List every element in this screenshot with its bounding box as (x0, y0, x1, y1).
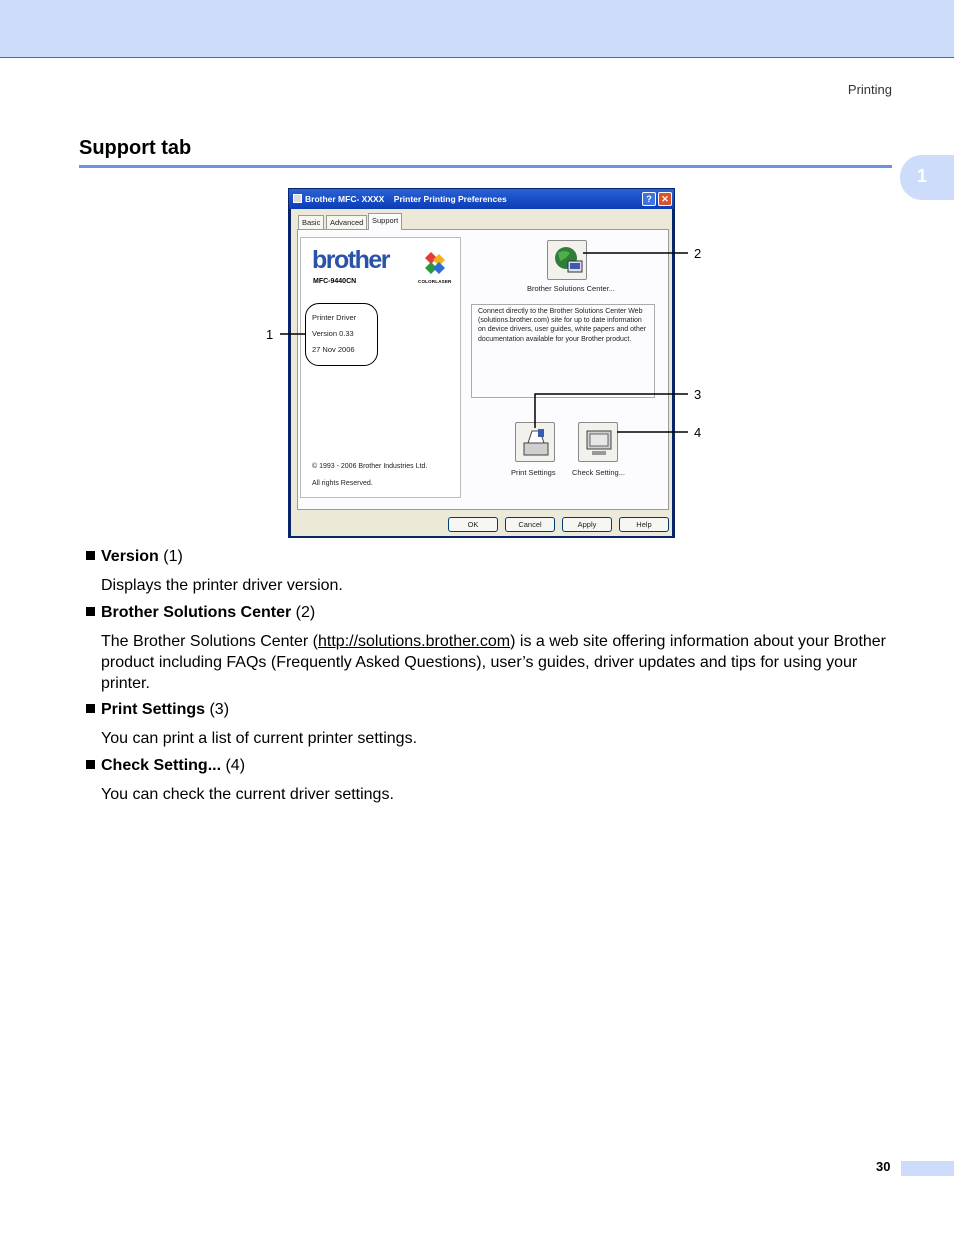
callout-4: 4 (694, 425, 702, 440)
rights-text: All rights Reserved. (312, 480, 373, 487)
item-title: Brother Solutions Center (101, 604, 292, 621)
item-print-settings (86, 701, 229, 719)
apply-button[interactable]: Apply (562, 517, 612, 532)
item-number: (3) (205, 701, 230, 718)
item-description (101, 631, 901, 694)
section-title: Support tab (79, 137, 192, 159)
tab-advanced[interactable]: Advanced (326, 215, 367, 229)
check-setting-label: Check Setting... (572, 468, 625, 477)
item-version (86, 548, 183, 566)
item-check-setting (86, 757, 245, 775)
dialog-title: Brother MFC- XXXX Printer Printing Preferences (305, 194, 507, 204)
driver-version: Version 0.33 (312, 329, 354, 338)
page-number: 30 (876, 1159, 891, 1174)
description-text: ) is a web site offering information about your Brother product including FAQs (Frequently Asked Questions), user’s guides, driver updates and tips for using your printer. (101, 633, 887, 692)
item-title: Version (101, 548, 159, 565)
cancel-button[interactable]: Cancel (505, 517, 555, 532)
bullet-square-icon (86, 760, 95, 769)
model-name: MFC-9440CN (313, 278, 357, 285)
help-icon[interactable]: ? (642, 192, 656, 206)
driver-label: Printer Driver (312, 313, 357, 322)
print-settings-label: Print Settings (511, 468, 556, 477)
solutions-description: Connect directly to the Brother Solutions Center Web (solutions.brother.com) site for up to date information on device drivers, user guides, white papers and other documentation available for your Brother product. (471, 304, 655, 398)
item-number: (4) (221, 757, 246, 774)
callout-2: 2 (694, 246, 702, 261)
running-title: Printing (847, 82, 892, 97)
help-button[interactable]: Help (619, 517, 669, 532)
tab-basic[interactable]: Basic (298, 215, 324, 229)
bullet-square-icon (86, 551, 95, 560)
solutions-link[interactable]: http://solutions.brother.com (318, 633, 511, 650)
item-description: Displays the printer driver version. (101, 577, 343, 594)
callout-lines (0, 0, 954, 560)
ok-button[interactable]: OK (448, 517, 498, 532)
tab-support[interactable]: Support (368, 213, 402, 230)
description-text: The Brother Solutions Center ( (101, 633, 318, 650)
bullet-square-icon (86, 704, 95, 713)
item-description: You can print a list of current printer settings. (101, 730, 418, 747)
page-number-bar (901, 1161, 954, 1176)
close-icon[interactable]: ✕ (658, 192, 672, 206)
item-description: You can check the current driver settings. (101, 786, 394, 803)
callout-1: 1 (266, 327, 274, 342)
item-solutions-center (86, 604, 315, 622)
version-callout-outline (305, 303, 378, 366)
item-number: (2) (291, 604, 316, 621)
callout-3: 3 (694, 387, 702, 402)
chapter-number: 1 (917, 166, 928, 186)
bullet-square-icon (86, 607, 95, 616)
copyright-text: © 1993 - 2006 Brother Industries Ltd. (312, 463, 428, 470)
driver-date: 27 Nov 2006 (312, 345, 355, 354)
item-title: Check Setting... (101, 757, 222, 774)
solutions-center-label: Brother Solutions Center... (527, 284, 615, 293)
item-title: Print Settings (101, 701, 206, 718)
colorlaser-text: COLORLASER (418, 279, 452, 284)
brother-logo: brother (312, 246, 389, 274)
item-number: (1) (158, 548, 183, 565)
